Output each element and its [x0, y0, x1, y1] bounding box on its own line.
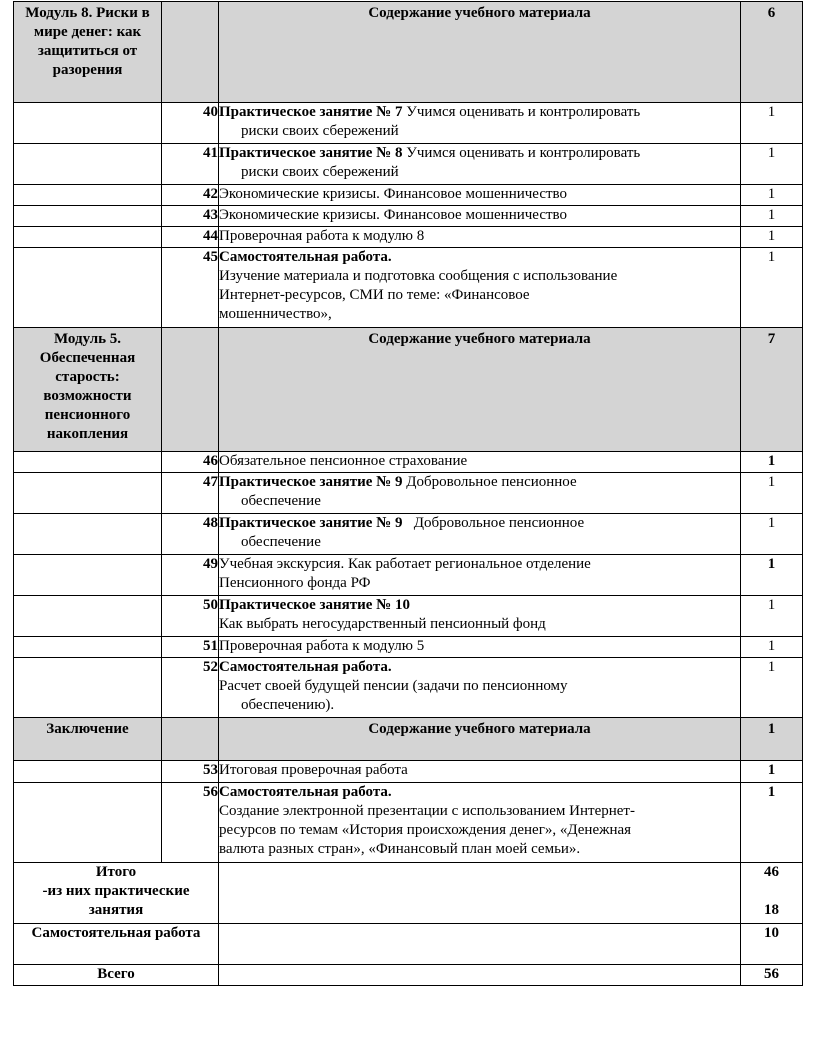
empty-cell [14, 248, 162, 328]
empty-cell [14, 144, 162, 185]
lesson-number: 40 [162, 103, 219, 144]
lesson-line: Расчет своей будущей пенсии (задачи по пенсионному [219, 678, 568, 694]
lesson-hours: 1 [741, 206, 803, 227]
total-values-cell [741, 863, 803, 924]
lesson-text-cont: риски своих сбережений [241, 123, 399, 139]
lesson-line: Как выбрать негосударственный пенсионный фонд [219, 616, 546, 632]
module-hours: 1 [741, 718, 803, 761]
lesson-content [219, 783, 741, 863]
empty-cell [14, 761, 162, 783]
lesson-hours: 1 [741, 227, 803, 248]
lesson-number: 50 [162, 596, 219, 637]
total-row [14, 863, 803, 924]
lesson-row [14, 452, 803, 473]
lesson-text-cont: обеспечение [241, 534, 321, 550]
module-title: Заключение [14, 718, 162, 761]
lesson-text: Проверочная работа к модулю 8 [219, 227, 741, 248]
lesson-row [14, 637, 803, 658]
lesson-content [219, 555, 741, 596]
empty-cell [219, 924, 741, 965]
lesson-hours: 1 [741, 658, 803, 718]
lesson-content [219, 103, 741, 144]
empty-cell [14, 473, 162, 514]
module-header-row [14, 718, 803, 761]
lesson-hours: 1 [741, 473, 803, 514]
lesson-line: валюта разных стран», «Финансовый план моей семьи». [219, 841, 581, 857]
lesson-row [14, 783, 803, 863]
lesson-number: 45 [162, 248, 219, 328]
lesson-content [219, 514, 741, 555]
lesson-number: 52 [162, 658, 219, 718]
lesson-line: Изучение материала и подготовка сообщения с использование [219, 268, 618, 284]
content-header: Содержание учебного материала [219, 328, 741, 452]
lesson-text: Экономические кризисы. Финансовое мошенничество [219, 185, 741, 206]
lesson-number: 44 [162, 227, 219, 248]
lesson-row [14, 658, 803, 718]
lesson-number: 47 [162, 473, 219, 514]
module-hours: 7 [741, 328, 803, 452]
module-hours: 6 [741, 2, 803, 103]
lesson-text: Экономические кризисы. Финансовое мошенничество [219, 206, 741, 227]
lesson-label: Самостоятельная работа. [219, 659, 392, 675]
lesson-hours: 1 [741, 144, 803, 185]
empty-cell [14, 783, 162, 863]
lesson-label: Практическое занятие № 10 [219, 597, 411, 613]
lesson-row [14, 206, 803, 227]
grand-total-row [14, 965, 803, 986]
lesson-content [219, 144, 741, 185]
empty-cell [14, 206, 162, 227]
module-title: Модуль 8. Риски в мире денег: как защититься от разорения [14, 2, 162, 103]
lesson-label: Практическое занятие № 8 [219, 145, 403, 161]
lesson-row [14, 514, 803, 555]
lesson-hours: 1 [741, 452, 803, 473]
lesson-hours: 1 [741, 248, 803, 328]
lesson-row [14, 144, 803, 185]
lesson-row [14, 596, 803, 637]
lesson-number: 51 [162, 637, 219, 658]
lesson-label: Самостоятельная работа. [219, 249, 392, 265]
lesson-text: Проверочная работа к модулю 5 [219, 637, 741, 658]
grand-total-label: Всего [14, 965, 219, 986]
lesson-content [219, 248, 741, 328]
lesson-hours: 1 [741, 761, 803, 783]
lesson-row [14, 555, 803, 596]
empty-cell [14, 185, 162, 206]
lesson-hours: 1 [741, 783, 803, 863]
empty-cell [14, 555, 162, 596]
empty-cell [14, 637, 162, 658]
lesson-label: Практическое занятие № 9 [219, 515, 403, 531]
lesson-label: Практическое занятие № 7 [219, 104, 403, 120]
empty-cell [219, 965, 741, 986]
module-num-cell [162, 718, 219, 761]
lesson-line: Учебная экскурсия. Как работает региональное отделение [219, 556, 591, 572]
lesson-text: Учимся оценивать и контролировать [406, 104, 641, 120]
lesson-text-cont: обеспечение [241, 493, 321, 509]
lesson-line: Интернет-ресурсов, СМИ по теме: «Финансовое [219, 287, 530, 303]
practical-label: -из них практические занятия [42, 883, 190, 918]
lesson-text-cont: риски своих сбережений [241, 164, 399, 180]
total-label: Итого [95, 864, 137, 880]
empty-cell [14, 596, 162, 637]
total-label-cell [14, 863, 219, 924]
lesson-number: 53 [162, 761, 219, 783]
practical-value: 18 [764, 902, 779, 918]
lesson-row [14, 185, 803, 206]
module-header-row [14, 328, 803, 452]
empty-cell [14, 658, 162, 718]
module-num-cell [162, 2, 219, 103]
lesson-number: 56 [162, 783, 219, 863]
lesson-row [14, 227, 803, 248]
lesson-line: Пенсионного фонда РФ [219, 575, 371, 591]
grand-total-value: 56 [741, 965, 803, 986]
lesson-number: 41 [162, 144, 219, 185]
lesson-text-cont: обеспечению). [241, 697, 335, 713]
lesson-row [14, 103, 803, 144]
module-header-row [14, 2, 803, 103]
empty-cell [14, 103, 162, 144]
self-work-label: Самостоятельная работа [14, 924, 219, 965]
self-work-row [14, 924, 803, 965]
lesson-hours: 1 [741, 596, 803, 637]
lesson-text: Добровольное пенсионное [406, 474, 577, 490]
total-value: 46 [764, 864, 779, 880]
lesson-content [219, 658, 741, 718]
lesson-number: 49 [162, 555, 219, 596]
lesson-line: мошенничество», [219, 306, 332, 322]
self-work-value: 10 [741, 924, 803, 965]
lesson-text: Добровольное пенсионное [413, 515, 585, 531]
empty-cell [14, 452, 162, 473]
lesson-text: Обязательное пенсионное страхование [219, 452, 741, 473]
lesson-content [219, 596, 741, 637]
lesson-hours: 1 [741, 637, 803, 658]
empty-cell [14, 227, 162, 248]
module-num-cell [162, 328, 219, 452]
lesson-number: 42 [162, 185, 219, 206]
empty-cell [14, 514, 162, 555]
lesson-number: 46 [162, 452, 219, 473]
empty-cell [219, 863, 741, 924]
lesson-number: 48 [162, 514, 219, 555]
content-header: Содержание учебного материала [219, 2, 741, 103]
lesson-row [14, 473, 803, 514]
module-title: Модуль 5. Обеспеченная старость: возможности пенсионного накопления [14, 328, 162, 452]
lesson-number: 43 [162, 206, 219, 227]
lesson-hours: 1 [741, 555, 803, 596]
lesson-hours: 1 [741, 103, 803, 144]
lesson-label: Практическое занятие № 9 [219, 474, 403, 490]
lesson-hours: 1 [741, 185, 803, 206]
lesson-text: Учимся оценивать и контролировать [406, 145, 641, 161]
lesson-content [219, 473, 741, 514]
lesson-line: Создание электронной презентации с использованием Интернет- [219, 803, 635, 819]
curriculum-table [13, 1, 803, 986]
lesson-label: Самостоятельная работа. [219, 784, 392, 800]
lesson-hours: 1 [741, 514, 803, 555]
lesson-row [14, 761, 803, 783]
lesson-line: ресурсов по темам «История происхождения денег», «Денежная [219, 822, 632, 838]
lesson-text: Итоговая проверочная работа [219, 761, 741, 783]
content-header: Содержание учебного материала [219, 718, 741, 761]
lesson-row [14, 248, 803, 328]
